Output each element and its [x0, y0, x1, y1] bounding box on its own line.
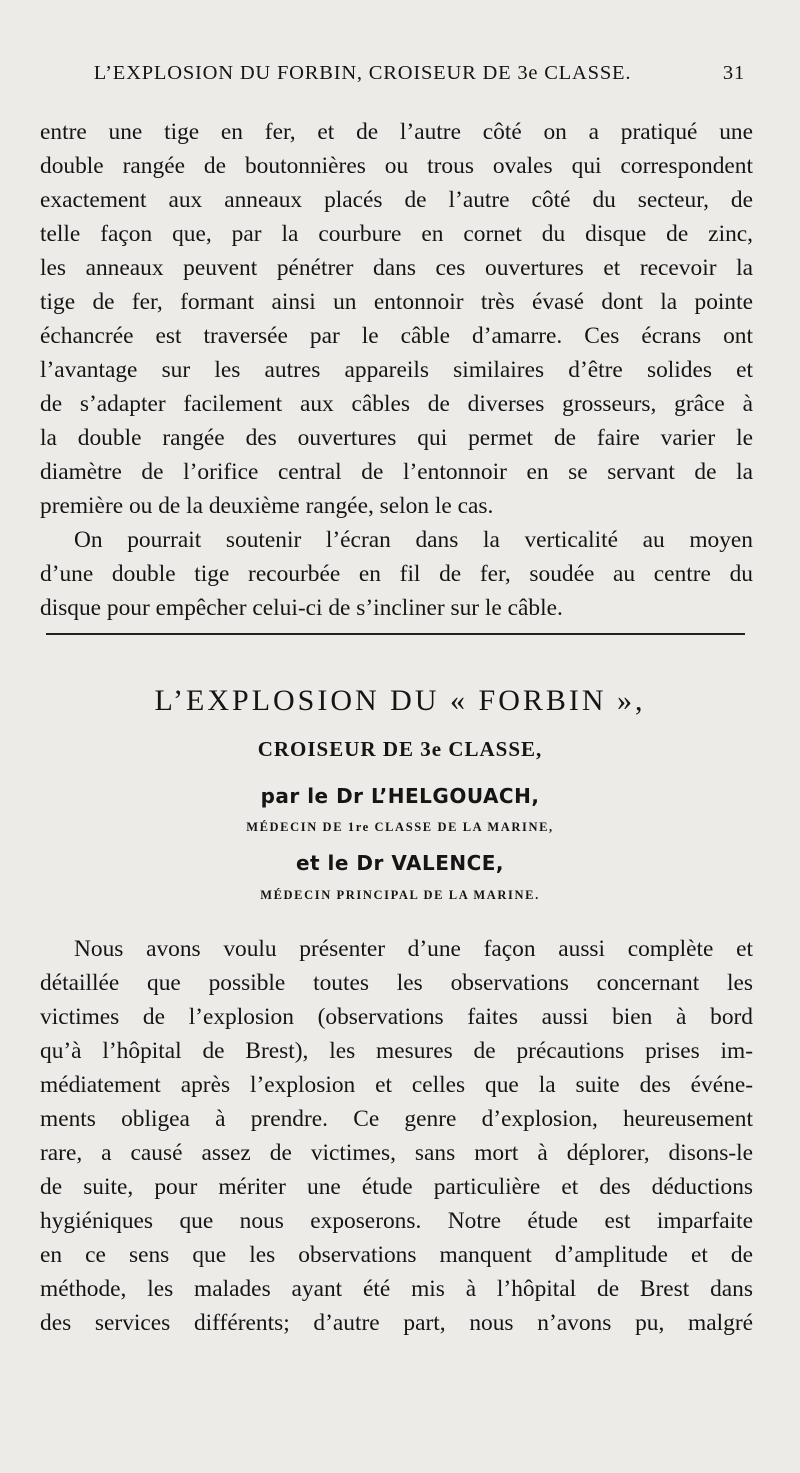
text-line: échancrée est traversée par le câble d’amarre. Ces écrans ont: [40, 323, 753, 349]
text-line: diamètre de l’orifice central de l’entonnoir en se servant de la: [40, 459, 753, 485]
body-paragraph: [40, 932, 753, 1340]
text-line: de suite, pour mériter une étude particulière et des déductions: [40, 1174, 753, 1200]
text-line: hygiéniques que nous exposerons. Notre étude est imparfaite: [40, 1208, 753, 1234]
author-line-2: et le Dr VALENCE,: [295, 851, 505, 875]
text-line: détaillée que possible toutes les observations concernant les: [40, 970, 753, 996]
page-number: 31: [722, 62, 745, 84]
text-line: médiatement après l’explosion et celles que la suite des événe-: [40, 1072, 753, 1098]
text-line: l’avantage sur les autres appareils similaires d’être solides et: [40, 357, 753, 383]
text-line: les anneaux peuvent pénétrer dans ces ouvertures et recevoir la: [40, 255, 753, 281]
text-line: exactement aux anneaux placés de l’autre côté du secteur, de: [40, 187, 753, 213]
running-head: [40, 62, 745, 98]
text-line: tige de fer, formant ainsi un entonnoir très évasé dont la pointe: [40, 289, 753, 315]
text-line: de s’adapter facilement aux câbles de diverses grosseurs, grâce à: [40, 391, 753, 417]
text-line: On pourrait soutenir l’écran dans la verticalité au moyen: [74, 527, 753, 553]
text-line: qu’à l’hôpital de Brest), les mesures de précautions prises im-: [40, 1038, 753, 1064]
text-line: double rangée de boutonnières ou trous ovales qui correspondent: [40, 153, 753, 179]
author-role-2: MÉDECIN PRINCIPAL DE LA MARINE.: [260, 888, 540, 902]
text-line: en ce sens que les observations manquent d’amplitude et de: [40, 1242, 753, 1268]
continued-paragraph: [40, 115, 753, 625]
text-line: d’une double tige recourbée en fil de fer, soudée au centre du: [40, 561, 753, 587]
text-line: victimes de l’explosion (observations faites aussi bien à bord: [40, 1004, 753, 1030]
text-line: Nous avons voulu présenter d’une façon aussi complète et: [74, 936, 753, 962]
text-line: méthode, les malades ayant été mis à l’hôpital de Brest dans: [40, 1276, 753, 1302]
section-divider: [46, 633, 745, 635]
text-line: ments obligea à prendre. Ce genre d’explosion, heureusement: [40, 1106, 753, 1132]
text-line: la double rangée des ouvertures qui permet de faire varier le: [40, 425, 753, 451]
text-line: première ou de la deuxième rangée, selon le cas.: [40, 493, 494, 519]
author-role-1: MÉDECIN DE 1re CLASSE DE LA MARINE,: [246, 820, 554, 834]
article-subtitle: CROISEUR DE 3e CLASSE,: [257, 737, 543, 761]
text-line: des services différents; d’autre part, nous n’avons pu, malgré: [40, 1310, 753, 1336]
text-line: telle façon que, par la courbure en cornet du disque de zinc,: [40, 221, 753, 247]
text-line: rare, a causé assez de victimes, sans mort à déplorer, disons-le: [40, 1140, 753, 1166]
author-line-1: par le Dr L’HELGOUACH,: [260, 784, 540, 808]
text-line: disque pour empêcher celui-ci de s’incliner sur le câble.: [40, 595, 563, 621]
text-line: entre une tige en fer, et de l’autre côté on a pratiqué une: [40, 119, 753, 145]
article-title: L’EXPLOSION DU « FORBIN »,: [154, 684, 646, 717]
running-head-title: L’EXPLOSION DU FORBIN, CROISEUR DE 3e CLASSE.: [93, 62, 632, 84]
